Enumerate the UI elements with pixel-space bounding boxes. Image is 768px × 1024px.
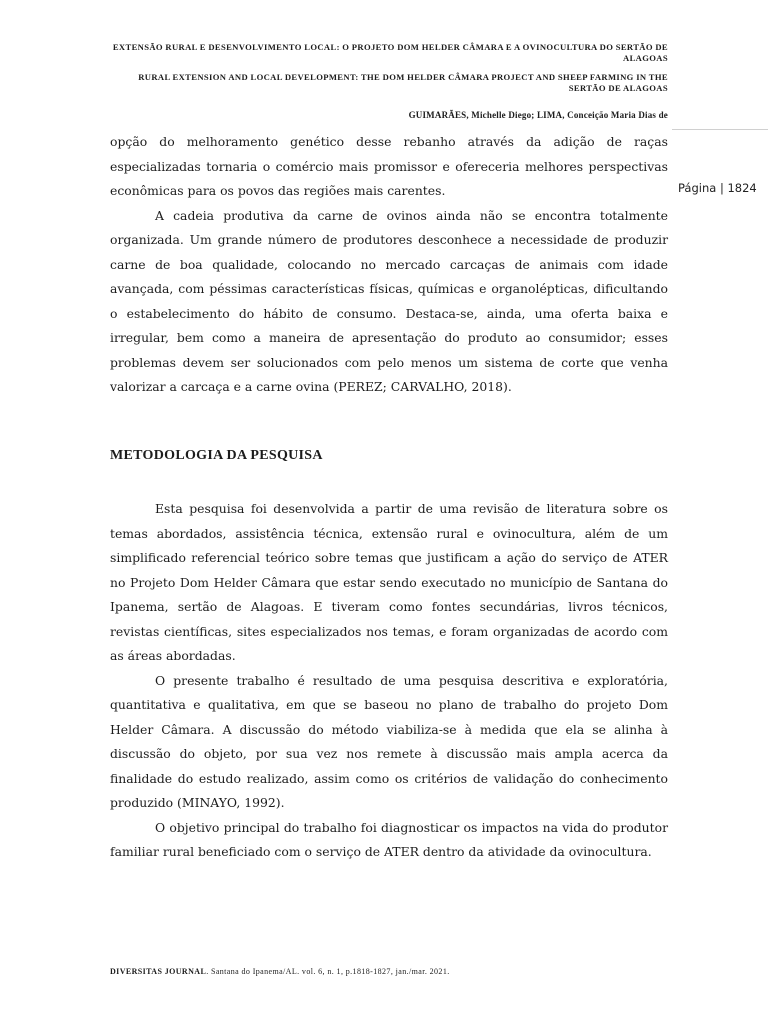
header-authors: GUIMARÃES, Michelle Diego; LIMA, Conceição Maria Dias de xyxy=(408,110,668,120)
margin-rule xyxy=(672,129,768,130)
header-title-pt: EXTENSÃO RURAL E DESENVOLVIMENTO LOCAL: O PROJETO DOM HELDER CÂMARA E A OVINOCULTURA DO SERTÃO DE ALAGOAS xyxy=(112,42,668,63)
body-section-method xyxy=(110,497,668,865)
paragraph: A cadeia produtiva da carne de ovinos ainda não se encontra totalmente organizada. Um grande número de produtores desconhece a necessidade de produzir carne de boa qualidade, colocando no mercado carcaças de animais com idade avançada, com péssimas características físicas, químicas e organolépticas, dificultando o estabelecimento do hábito de consumo. Destaca-se, ainda, uma oferta baixa e irregular, bem como a maneira de apresentação do produto ao consumidor; esses problemas devem ser solucionados com pelo menos um sistema de corte que venha valorizar a carcaça e a carne ovina (PEREZ; CARVALHO, 2018). xyxy=(110,207,668,394)
body-section-intro xyxy=(110,130,668,400)
paragraph-continuation: opção do melhoramento genético desse rebanho através da adição de raças especializadas tornaria o comércio mais promissor e ofereceria melhores perspectivas econômicas para os povos das regiões mais carentes. xyxy=(110,134,668,198)
footer xyxy=(110,967,450,976)
header-title-en: RURAL EXTENSION AND LOCAL DEVELOPMENT: THE DOM HELDER CÂMARA PROJECT AND SHEEP FARMING IN THE SERTÃO DE ALAGOAS xyxy=(138,72,668,93)
paragraph: O objetivo principal do trabalho foi diagnosticar os impactos na vida do produtor familiar rural beneficiado com o serviço de ATER dentro da atividade da ovinocultura. xyxy=(110,819,668,859)
paragraph: Esta pesquisa foi desenvolvida a partir de uma revisão de literatura sobre os temas abordados, assistência técnica, extensão rural e ovinocultura, além de um simplificado referencial teórico sobre temas que justificam a ação do serviço de ATER no Projeto Dom Helder Câmara que estar sendo executado no município de Santana do Ipanema, sertão de Alagoas. E tiveram como fontes secundárias, livros técnicos, revistas científicas, sites especializados nos temas, e foram organizadas de acordo com as áreas abordadas. xyxy=(110,501,668,663)
paragraph: O presente trabalho é resultado de uma pesquisa descritiva e exploratória, quantitativa e qualitativa, em que se baseou no plano de trabalho do projeto Dom Helder Câmara. A discussão do método viabiliza-se à medida que ela se alinha à discussão do objeto, por sua vez nos remete à discussão mais ampla acerca da finalidade do estudo realizado, assim como os critérios de validação do conhecimento produzido (MINAYO, 1992). xyxy=(110,672,668,810)
footer-citation: . Santana do Ipanema/AL. vol. 6, n. 1, p.1818-1827, jan./mar. 2021. xyxy=(206,967,450,976)
section-heading: METODOLOGIA DA PESQUISA xyxy=(110,448,323,463)
footer-journal: DIVERSITAS JOURNAL xyxy=(110,967,207,976)
page-number: Página | 1824 xyxy=(678,181,757,195)
